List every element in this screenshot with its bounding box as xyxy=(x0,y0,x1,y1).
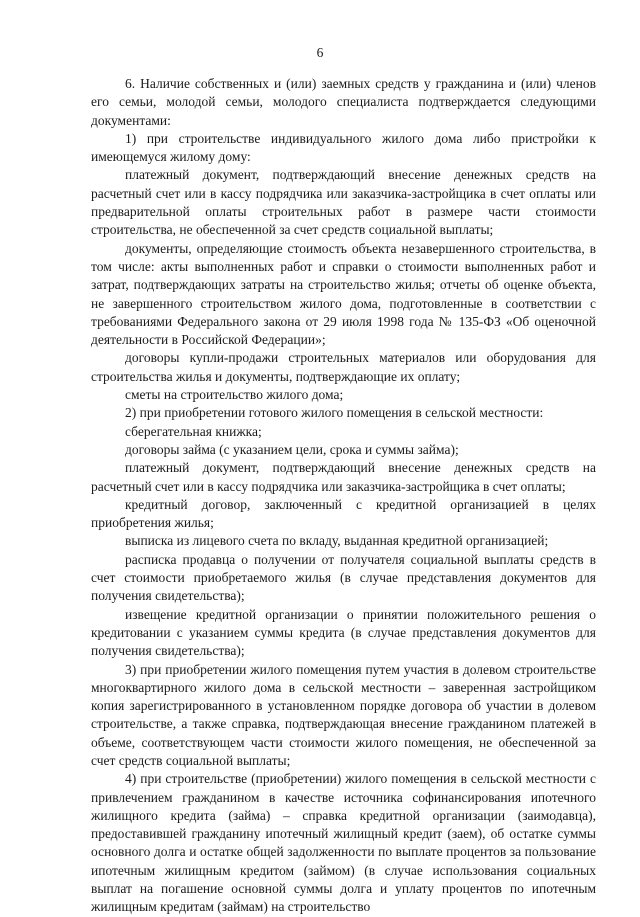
paragraph: 2) при приобретении готового жилого помещения в сельской местности: xyxy=(125,405,544,421)
paragraph: извещение кредитной организации о принятии положительного решения о кредитовании с указанием суммы кредита (в случае представления документов для получения свидетельства); xyxy=(91,606,596,659)
paragraph: 6. Наличие собственных и (или) заемных средств у гражданина и (или) членов его семьи, молодой семьи, молодого специалиста подтверждается следующими документами: xyxy=(91,76,596,128)
paragraph: выписка из лицевого счета по вкладу, выданная кредитной организацией; xyxy=(125,533,549,549)
paragraph: договоры купли-продажи строительных материалов или оборудования для строительства жилья и документы, подтверждающие их оплату; xyxy=(91,350,596,384)
paragraph: договоры займа (с указанием цели, срока и суммы займа); xyxy=(125,441,459,457)
paragraph: 4) при строительстве (приобретении) жилого помещения в сельской местности с привлечением гражданином в качестве источника софинансирования ипотечного жилищного кредита (займа) – справка кредитной организации (заимодавца), предоставившей гражданину ипотечный жилищный кредит (заем), об остатке суммы основного долга и остатке общей задолженности по выплате процентов за пользование ипотечным жилищным кредитом (займом) (в случае использования социальных выплат на погашение основной суммы долга и уплату процентов по ипотечным жилищным кредитам (займам) на строительство xyxy=(91,771,596,915)
page-number: 6 xyxy=(316,45,324,60)
paragraph: расписка продавца о получении от получателя социальной выплаты средств в счет стоимости приобретаемого жилья (в случае представления документов для получения свидетельства); xyxy=(91,551,596,604)
paragraph: 1) при строительстве индивидуального жилого дома либо пристройки к имеющемуся жилому дому: xyxy=(91,130,596,165)
paragraph: сметы на строительство жилого дома; xyxy=(125,387,344,403)
document-body xyxy=(91,75,596,917)
paragraph: 3) при приобретении жилого помещения путем участия в долевом строительстве многоквартирного жилого дома в сельской местности – заверенная застройщиком копия зарегистрированного в установленном порядке договора об участии в долевом строительстве, а также справка, подтверждающая внесение гражданином платежей в объеме, соответствующем части стоимости жилого помещения, не обеспеченной за счет средств социальной выплаты; xyxy=(91,661,596,768)
paragraph: платежный документ, подтверждающий внесение денежных средств на расчетный счет или в кассу подрядчика или заказчика-застройщика в счет оплаты или предварительной оплаты строительных работ в размере части стоимости строительства, не обеспеченной за счет средств социальной выплаты; xyxy=(91,167,596,238)
paragraph: платежный документ, подтверждающий внесение денежных средств на расчетный счет или в кассу подрядчика или заказчика-застройщика в счет оплаты; xyxy=(91,460,596,494)
paragraph: сберегательная книжка; xyxy=(125,423,262,439)
paragraph: документы, определяющие стоимость объекта незавершенного строительства, в том числе: акты выполненных работ и справки о стоимости выполненных работ и затрат, подтверждающих затраты на строительство жилья; отчеты об оценке объекта, не завершенного строительством жилого дома, подготовленные в соответствии с требованиями Федерального закона от 29 июля 1998 года № 135-ФЗ «Об оценочной деятельности в Российской Федерации»; xyxy=(91,240,596,348)
paragraph: кредитный договор, заключенный с кредитной организацией в целях приобретения жилья; xyxy=(91,496,596,531)
